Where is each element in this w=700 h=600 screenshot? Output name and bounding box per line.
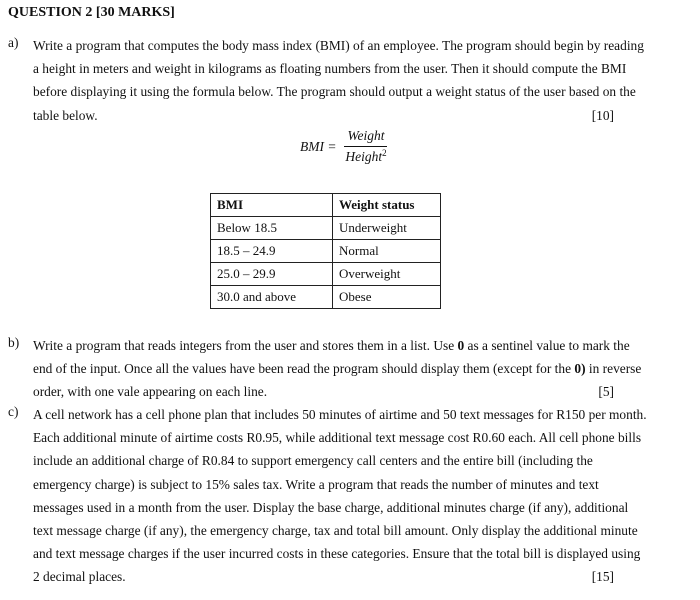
question-a-text	[33, 34, 642, 127]
bmi-formula	[300, 128, 387, 165]
table-cell: 30.0 and above	[211, 286, 333, 309]
question-b-line	[33, 334, 642, 357]
bold-text: 0)	[574, 361, 586, 377]
question-b-line: order, with one vale appearing on each line.	[33, 384, 268, 400]
question-c-line: messages used in a month from the user. Display the base charge, additional minutes charge (if any), additional	[33, 499, 629, 515]
question-a	[8, 34, 642, 127]
question-heading: QUESTION 2 [30 MARKS]	[8, 5, 175, 20]
table-header-cell: BMI	[211, 194, 333, 217]
table-row	[211, 240, 441, 263]
question-b-line	[33, 357, 642, 380]
table-cell: Below 18.5	[211, 217, 333, 240]
question-b	[8, 334, 642, 404]
table-cell: Obese	[333, 286, 441, 309]
table-cell: 18.5 – 24.9	[211, 240, 333, 263]
table-row	[211, 286, 441, 309]
text-run: end of the input. Once all the values have been read the program should display them (except for the	[33, 361, 575, 377]
table-row	[211, 217, 441, 240]
table-header-row	[211, 194, 441, 217]
formula-denominator-group	[345, 147, 386, 165]
question-c-line: Each additional minute of airtime costs R0.95, while additional text message cost R0.60 each. All cell phone bills	[33, 430, 642, 446]
question-c-marks: [15]	[591, 569, 614, 585]
formula-exponent: 2	[382, 148, 387, 158]
question-c-line: 2 decimal places.	[33, 569, 126, 585]
question-c-last-line	[33, 565, 642, 588]
question-c-label: c)	[8, 404, 19, 419]
formula-lhs: BMI =	[300, 138, 337, 154]
table-header-cell: Weight status	[333, 194, 441, 217]
question-a-marks: [10]	[591, 107, 614, 123]
question-c-line: emergency charge) is subject to 15% sales tax. Write a program that reads the number of minutes and text	[33, 476, 599, 492]
table-cell: Normal	[333, 240, 441, 263]
formula-fraction	[344, 128, 387, 165]
question-c-line: A cell network has a cell phone plan that includes 50 minutes of airtime and 50 text messages for R150 per month.	[33, 407, 647, 422]
text-run: in reverse	[585, 361, 642, 377]
question-c-line: text message charge (if any), the emergency charge, tax and total bill amount. Only display the additional minute	[33, 523, 638, 539]
question-b-marks: [5]	[598, 384, 614, 400]
formula-numerator: Weight	[344, 128, 387, 147]
formula-denominator: Height	[345, 149, 383, 164]
bmi-table	[210, 193, 441, 309]
question-a-last-line	[33, 104, 642, 127]
table-cell: Underweight	[333, 217, 441, 240]
question-a-line: before displaying it using the formula below. The program should output a weight status of the user based on the	[33, 84, 636, 100]
question-a-line: Write a program that computes the body mass index (BMI) of an employee. The program should begin by reading	[33, 38, 644, 53]
question-b-text	[33, 334, 642, 404]
table-cell: Overweight	[333, 263, 441, 286]
question-c	[8, 403, 647, 589]
table-row	[211, 263, 441, 286]
question-c-text	[33, 403, 647, 589]
question-b-label: b)	[8, 335, 20, 350]
table-cell: 25.0 – 29.9	[211, 263, 333, 286]
text-run: Write a program that reads integers from the user and stores them in a list. Use	[33, 338, 458, 353]
question-a-line: table below.	[33, 107, 98, 123]
question-c-line: and text message charges if the user incurred costs in these categories. Ensure that the total bill is displayed using	[33, 546, 641, 562]
question-a-line: a height in meters and weight in kilograms as floating numbers from the user. Then it should compute the BMI	[33, 61, 627, 77]
question-c-line: include an additional charge of R0.84 to support emergency call centers and the entire bill (including the	[33, 453, 593, 469]
question-a-label: a)	[8, 35, 19, 50]
bold-text: 0	[457, 338, 465, 353]
question-b-last-line	[33, 380, 642, 403]
text-run: as a sentinel value to mark the	[464, 338, 630, 353]
